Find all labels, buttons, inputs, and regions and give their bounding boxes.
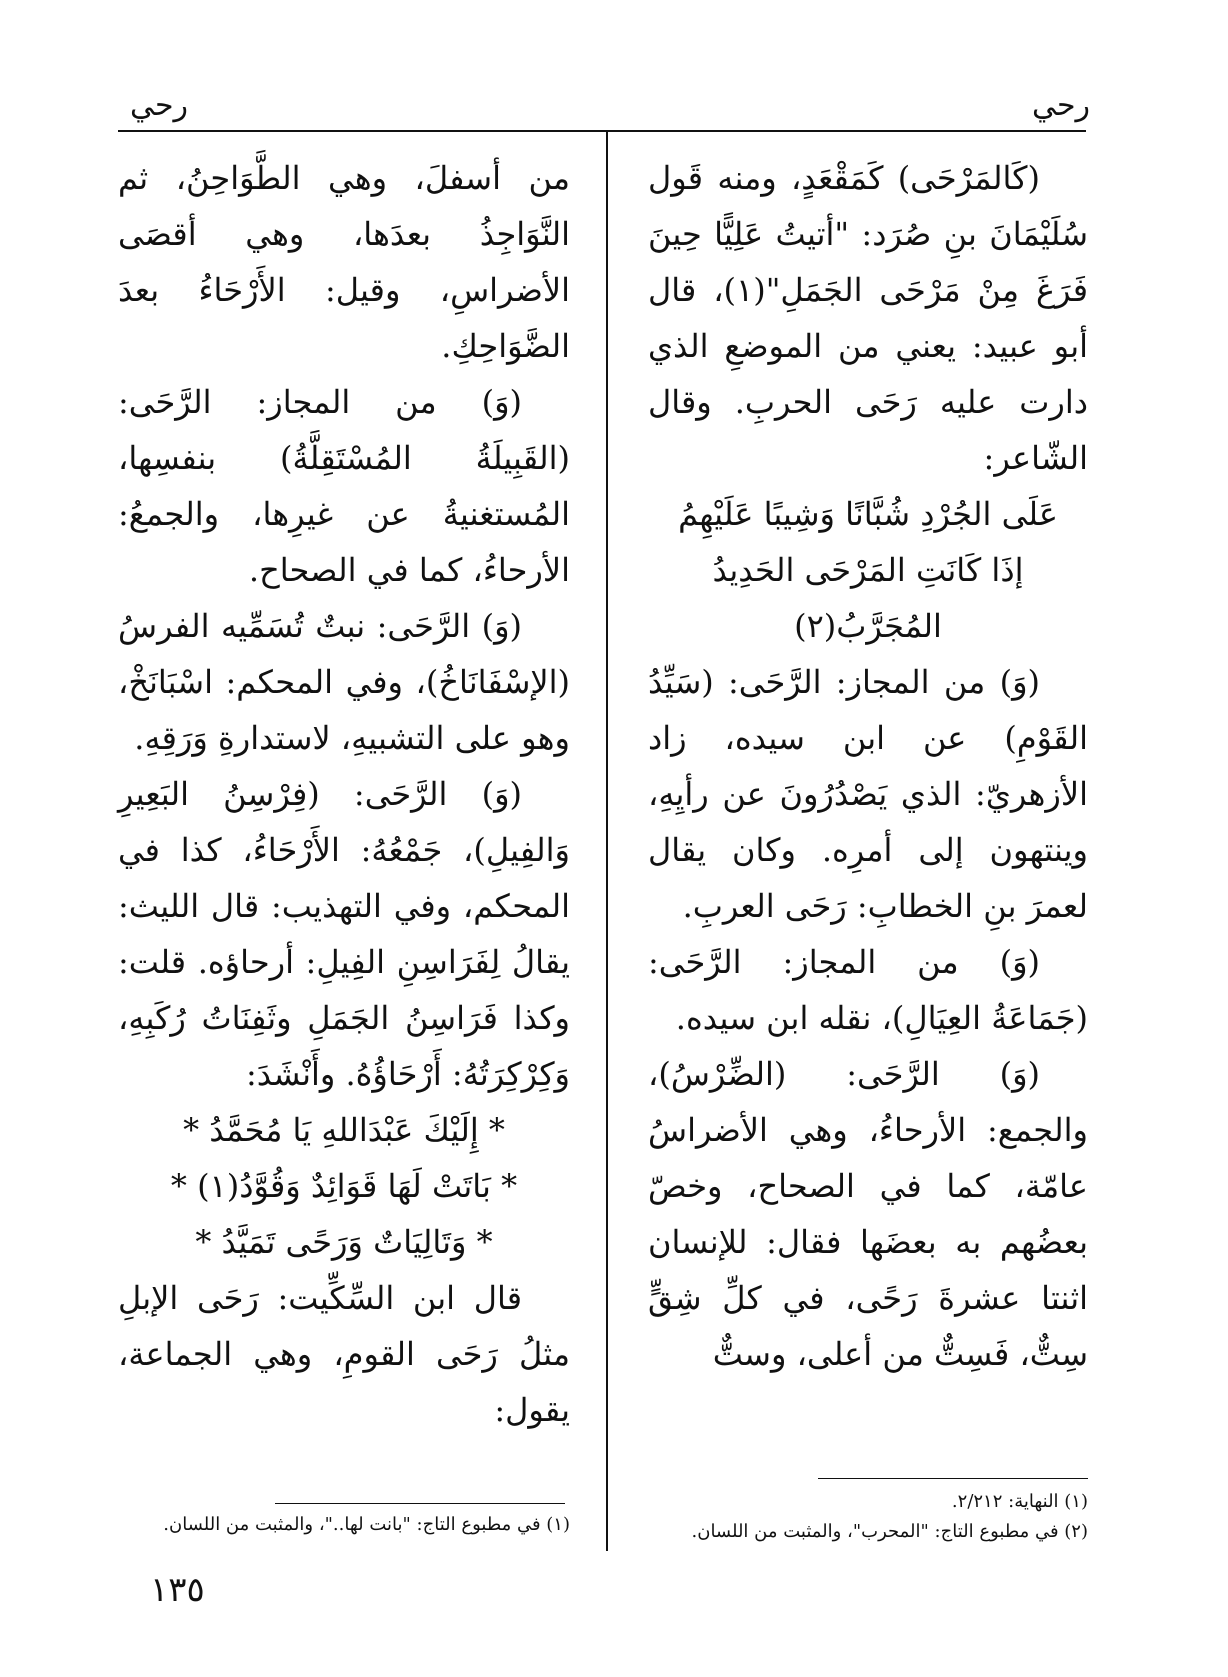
right-verse-1: عَلَى الجُرْدِ شُبَّانًا وَشِيبًا عَلَيْهِمُ xyxy=(678,495,1058,533)
left-paragraph-5: قال ابن السِّكِّيت: رَحَى الإبلِ مثلُ رَحَى القومِ، وهي الجماعة، يقول: xyxy=(118,1279,570,1429)
left-paragraph-3: (وَ) الرَّحَى: نبتٌ تُسَمِّيه الفرسُ (الإسْفَانَاخُ)، وفي المحكم: اسْبَانَخْ، وهو على التشبيهِ، لاستدارةِ وَرَقِهِ. xyxy=(118,607,570,757)
footnotes-right xyxy=(648,1487,1088,1547)
left-paragraph-2: (وَ) من المجاز: الرَّحَى: (القَبِيلَةُ المُسْتَقِلَّةُ) بنفسِها، المُستغنيةُ عن غيرِها، والجمعُ: الأرحاءُ، كما في الصحاح. xyxy=(118,383,570,589)
right-paragraph-3: (وَ) من المجاز: الرَّحَى: (جَمَاعَةُ العِيَالِ)، نقله ابن سيده. xyxy=(648,943,1088,1037)
right-paragraph-4: (وَ) الرَّحَى: (الضِّرْسُ)، والجمع: الأرحاءُ، وهي الأضراسُ عامّة، كما في الصحاح، وخصّ بعضُهم به بعضَها فقال: للإنسان اثنتا عشرةَ رَحًى، في كلِّ شِقٍّ سِتٌّ، فَسِتٌّ من أعلى، وستٌّ xyxy=(648,1055,1088,1373)
page-number: ١٣٥ xyxy=(150,1570,205,1610)
footnote-left-1: (١) في مطبوع التاج: "بانت لها.."، والمثبت من اللسان. xyxy=(163,1514,570,1535)
running-head-left: رحي xyxy=(130,88,189,123)
right-verse-2: إذَا كَانَتِ المَرْحَى الحَدِيدُ المُجَرَّبُ(٢) xyxy=(712,551,1024,645)
left-paragraph-1: من أسفلَ، وهي الطَّوَاحِنُ، ثم النَّوَاجِذُ بعدَها، وهي أقصَى الأضراسِ، وقيل: الأَرْحَاءُ بعدَ الضَّوَاحِكِ. xyxy=(118,159,570,365)
left-verse-3: * وَتَالِيَاتٌ وَرَحًى تَمَيَّدُ * xyxy=(195,1223,493,1261)
header-rule xyxy=(118,130,1086,132)
footnotes-left xyxy=(118,1510,570,1540)
left-paragraph-4: (وَ) الرَّحَى: (فِرْسِنُ البَعِيرِ وَالفِيلِ)، جَمْعُهُ: الأَرْحَاءُ، كذا في المحكم، وفي التهذيب: قال الليث: يقالُ لِفَرَاسِنِ الفِيلِ: أرحاؤه. قلت: وكذا فَرَاسِنُ الجَمَلِ وثَفِنَاتُ رُكَبِهِ، وَكِرْكِرَتُهُ: أَرْحَاؤُهُ. وأَنْشَدَ: xyxy=(118,775,570,1093)
right-paragraph-1: (كَالمَرْحَى) كَمَقْعَدٍ، ومنه قَول سُلَيْمَانَ بنِ صُرَد: "أتيتُ عَلِيًّا حِينَ فَرَغَ مِنْ مَرْحَى الجَمَلِ"(١)، قال أبو عبيد: يعني من الموضعِ الذي دارت عليه رَحَى الحربِ. وقال الشّاعر: xyxy=(648,159,1089,477)
column-divider xyxy=(606,131,608,1551)
footnote-rule-right xyxy=(818,1478,1088,1479)
right-column xyxy=(648,150,1088,1382)
footnote-right-1: (١) النهاية: ٢/٢١٢. xyxy=(951,1491,1088,1512)
left-verse-1: * إِلَيْكَ عَبْدَاللهِ يَا مُحَمَّدُ * xyxy=(183,1111,505,1149)
right-paragraph-2: (وَ) من المجاز: الرَّحَى: (سَيِّدُ القَوْمِ) عن ابن سيده، زاد الأزهريّ: الذي يَصْدُرُونَ عن رأيِهِ، وينتهون إلى أمرِه. وكان يقال لعمرَ بنِ الخطابِ: رَحَى العربِ. xyxy=(648,663,1088,925)
running-head-right: رحي xyxy=(1031,88,1090,123)
footnote-right-2: (٢) في مطبوع التاج: "المحرب"، والمثبت من اللسان. xyxy=(691,1521,1088,1542)
left-verse-2: * بَاتَتْ لَهَا قَوَائِدٌ وَقُوَّدُ(١) * xyxy=(170,1167,518,1205)
footnote-rule-left xyxy=(275,1503,565,1504)
left-column xyxy=(118,150,570,1438)
